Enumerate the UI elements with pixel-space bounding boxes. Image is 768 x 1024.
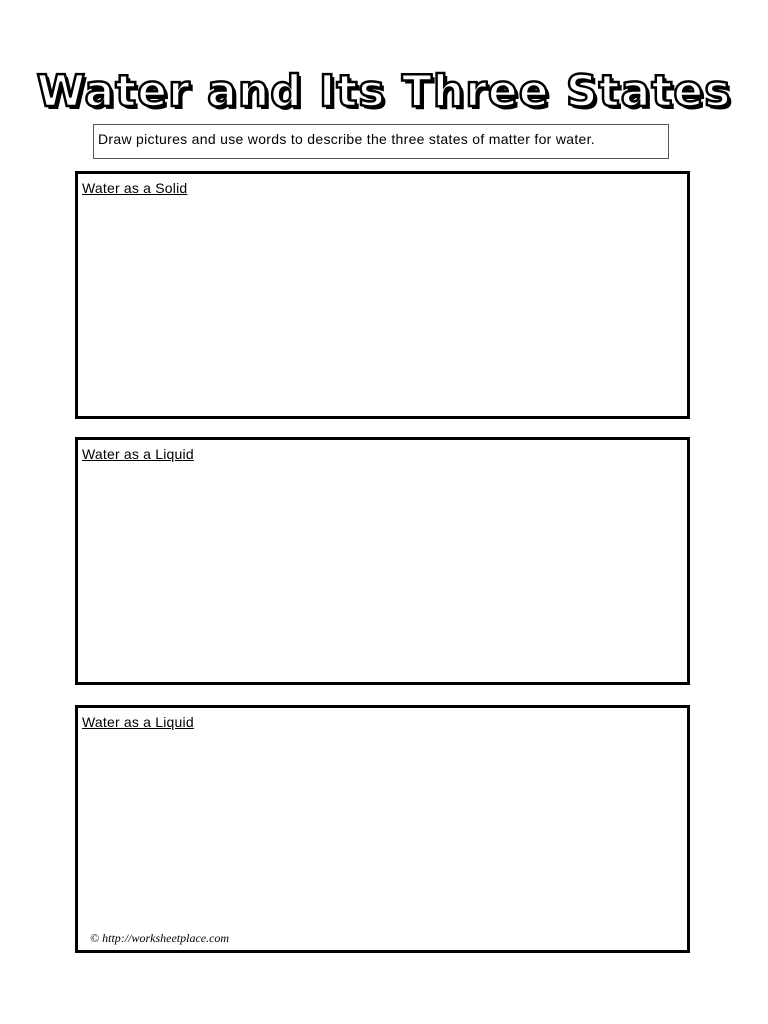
panel-third-state <box>75 705 690 953</box>
panel-label: Water as a Liquid <box>82 446 194 462</box>
worksheet-title: Water and Its Three States <box>36 66 732 117</box>
instructions-box: Draw pictures and use words to describe the three states of matter for water. <box>93 124 669 159</box>
panel-label: Water as a Solid <box>82 180 188 196</box>
panel-liquid <box>75 437 690 685</box>
copyright-footer: © http://worksheetplace.com <box>90 931 230 945</box>
panel-solid <box>75 171 690 419</box>
panel-label: Water as a Liquid <box>82 714 194 730</box>
